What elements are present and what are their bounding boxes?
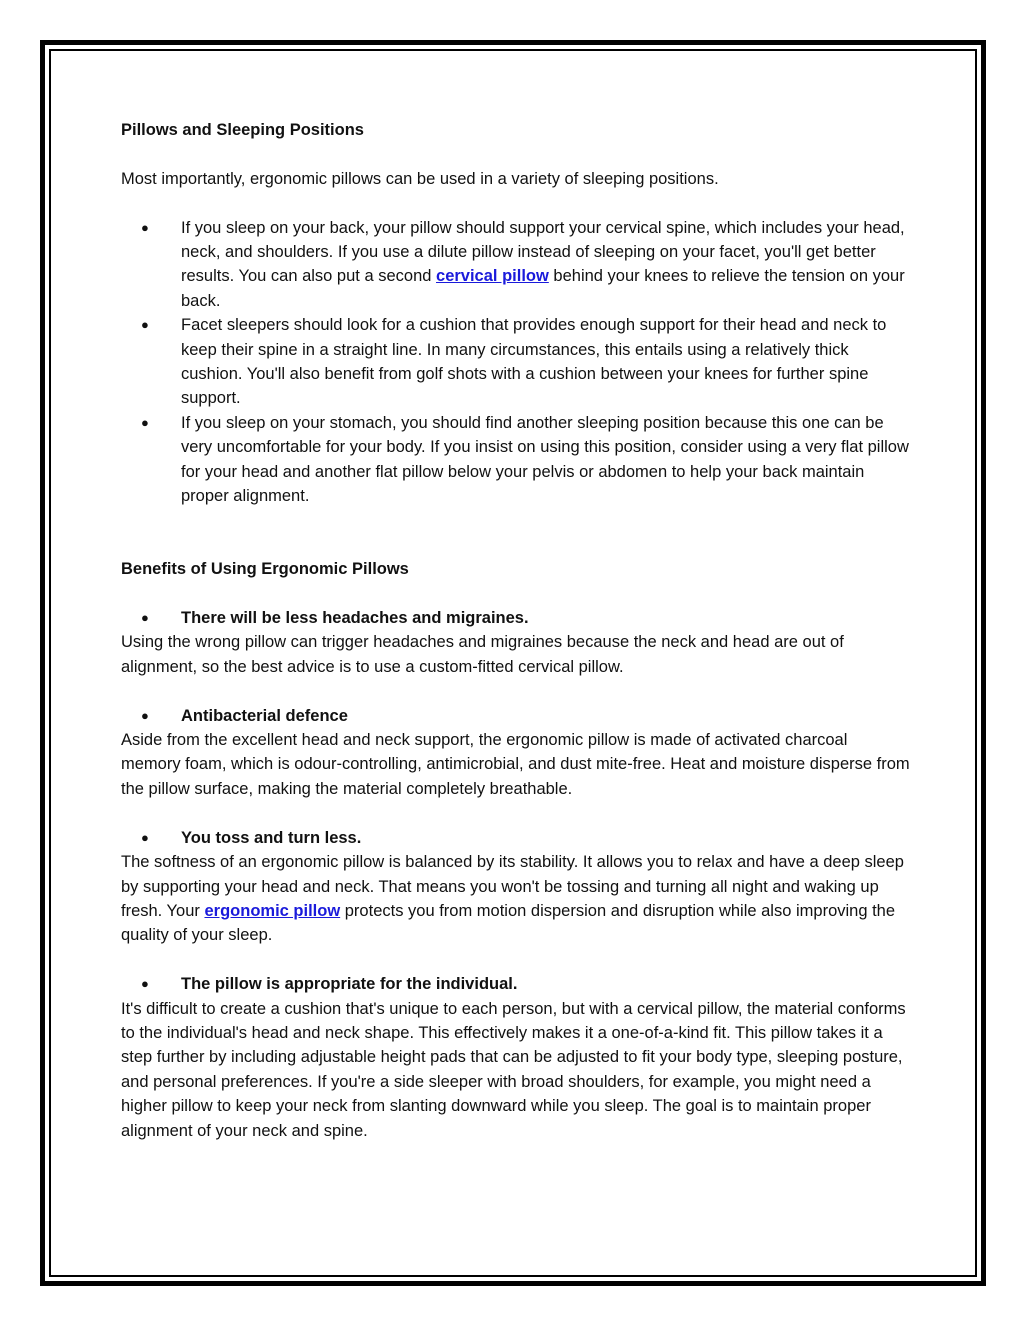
benefit-title-headaches bbox=[121, 606, 911, 630]
bullet-icon: ● bbox=[141, 707, 149, 723]
benefit-body-toss-turn bbox=[121, 850, 911, 948]
list-item-text: If you sleep on your stomach, you should find another sleeping position because this one can be very uncomfortable for your body. If you insist on using this position, consider using a very flat pillow for your head and another flat pillow below your pelvis or abdomen to help your back maintain proper alignment. bbox=[181, 413, 909, 506]
benefit-antibacterial bbox=[121, 704, 911, 728]
benefit-body-text-end: protects you from motion dispersion and disruption while also improving the quality of your sleep. bbox=[121, 901, 896, 945]
benefit-body-headaches: Using the wrong pillow can trigger headaches and migraines because the neck and head are out of alignment, so the best advice is to use a custom-fitted cervical pillow. bbox=[121, 633, 844, 676]
document-content bbox=[121, 118, 911, 1143]
list-item-back-sleepers bbox=[121, 216, 911, 314]
benefit-title-text: Antibacterial defence bbox=[181, 706, 348, 725]
intro-paragraph: Most importantly, ergonomic pillows can be used in a variety of sleeping positions. bbox=[121, 169, 719, 188]
list-item-text: Facet sleepers should look for a cushion that provides enough support for their head and neck to keep their spine in a straight line. In many circumstances, this entails using a relatively thick cushion. You'll also benefit from golf shots with a cushion between your knees for further spine support. bbox=[181, 316, 887, 408]
bullet-icon: ● bbox=[141, 219, 149, 235]
bullet-icon: ● bbox=[141, 976, 149, 992]
benefit-title-antibacterial bbox=[121, 704, 911, 728]
bullet-icon: ● bbox=[141, 829, 149, 845]
bullet-icon: ● bbox=[141, 610, 149, 626]
benefit-headaches bbox=[121, 606, 911, 630]
benefit-title-text: You toss and turn less. bbox=[181, 828, 362, 847]
ergonomic-pillow-link[interactable]: ergonomic pillow bbox=[204, 901, 341, 920]
sleeping-positions-list bbox=[121, 216, 911, 509]
section-heading-sleeping-positions: Pillows and Sleeping Positions bbox=[121, 121, 364, 139]
benefit-title-text: There will be less headaches and migraines. bbox=[181, 609, 529, 628]
benefit-title-text: The pillow is appropriate for the individual. bbox=[181, 975, 518, 994]
list-item-text: If you sleep on your back, your pillow should support your cervical spine, which includes your head, neck, and shoulders. If you use a dilute pillow instead of sleeping on your facet, you'll get better results. You can also put a second bbox=[181, 218, 905, 286]
benefit-title-individual bbox=[121, 972, 911, 996]
cervical-pillow-link[interactable]: cervical pillow bbox=[436, 267, 549, 286]
benefit-body-text: The softness of an ergonomic pillow is balanced by its stability. It allows you to relax and have a deep sleep by supporting your head and neck. That means you won't be tossing and turning all night and waking up fresh. Your bbox=[121, 853, 904, 920]
list-item-side-sleepers bbox=[121, 313, 911, 411]
list-item-text-end: behind your knees to relieve the tension on your back. bbox=[181, 267, 905, 310]
bullet-icon: ● bbox=[141, 414, 149, 430]
section-heading-benefits: Benefits of Using Ergonomic Pillows bbox=[121, 560, 409, 579]
list-item-stomach-sleepers bbox=[121, 411, 911, 509]
benefit-toss-turn bbox=[121, 826, 911, 850]
benefit-title-toss-turn bbox=[121, 826, 911, 850]
bullet-icon: ● bbox=[141, 317, 149, 333]
benefit-individual bbox=[121, 972, 911, 996]
benefit-body-individual: It's difficult to create a cushion that's unique to each person, but with a cervical pillow, the material conforms to the individual's head and neck shape. This effectively makes it a one-of-a-kind fit. This pillow takes it a step further by including adjustable height pads that can be adjusted to fit your body type, sleeping posture, and personal preferences. If you're a side sleeper with broad shoulders, for example, you might need a higher pillow to keep your neck from slanting downward while you sleep. The goal is to maintain proper alignment of your neck and spine. bbox=[121, 999, 906, 1140]
benefit-body-antibacterial: Aside from the excellent head and neck support, the ergonomic pillow is made of activated charcoal memory foam, which is odour-controlling, antimicrobial, and dust mite-free. Heat and moisture disperse from the pillow surface, making the material completely breathable. bbox=[121, 731, 910, 798]
